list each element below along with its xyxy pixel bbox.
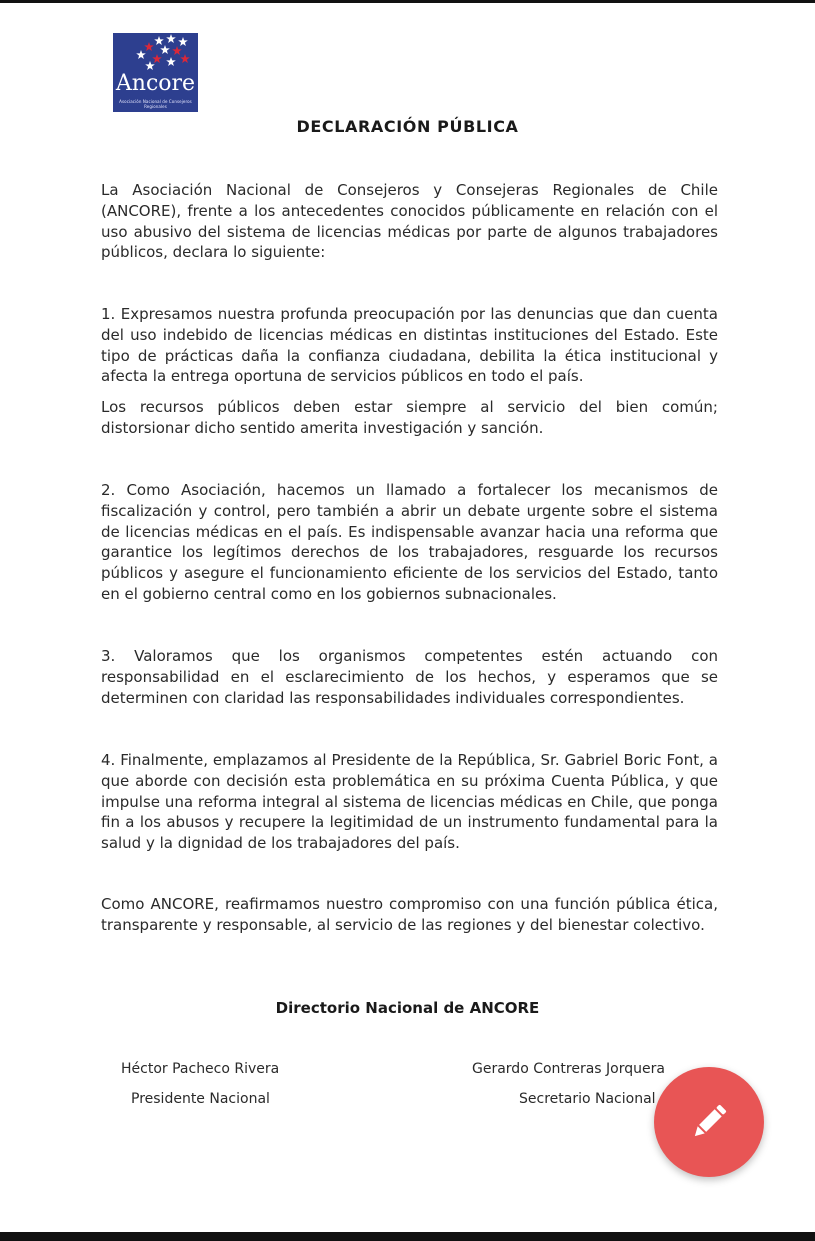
signatory-1-name: Héctor Pacheco Rivera [121, 1061, 280, 1077]
edit-fab-button[interactable] [654, 1067, 764, 1177]
logo-subtitle: Asociación Nacional de Consejeros Regionales [119, 99, 192, 109]
pencil-icon [685, 1098, 733, 1146]
signatory-2-name: Gerardo Contreras Jorquera [472, 1061, 665, 1077]
bottom-edge-bar [0, 1232, 815, 1241]
document-title: DECLARACIÓN PÚBLICA [296, 117, 519, 136]
point-1-continuation: Los recursos públicos deben estar siempre al servicio del bien común; distorsionar dicho sentido amerita investigación y sanción. [101, 398, 718, 437]
signatory-2-role: Secretario Nacional [519, 1091, 656, 1107]
logo-wordmark: Ancore [115, 71, 196, 96]
point-2-paragraph: 2. Como Asociación, hacemos un llamado a fortalecer los mecanismos de fiscalización y control, pero también a abrir un debate urgente sobre el sistema de licencias médicas en el país. Es indispensable avanzar hacia una reforma que garantice los legítimos derechos de los trabajadores, resguarde los recursos públicos y asegure el funcionamiento eficiente de los servicios del Estado, tanto en el gobierno central como en los gobiernos subnacionales. [101, 481, 718, 603]
closing-paragraph: Como ANCORE, reafirmamos nuestro compromiso con una función pública ética, transparente y responsable, al servicio de las regiones y del bienestar colectivo. [101, 895, 718, 934]
signatory-1-role: Presidente Nacional [131, 1091, 270, 1107]
point-3-paragraph: 3. Valoramos que los organismos competentes estén actuando con responsabilidad en el esclarecimiento de los hechos, y esperamos que se determinen con claridad las responsabilidades individuales correspondientes. [101, 647, 718, 707]
intro-paragraph: La Asociación Nacional de Consejeros y Consejeras Regionales de Chile (ANCORE), frente a los antecedentes conocidos públicamente en relación con el uso abusivo del sistema de licencias médicas por parte de algunos trabajadores públicos, declara lo siguiente: [101, 181, 718, 262]
directorio-heading: Directorio Nacional de ANCORE [275, 999, 540, 1017]
point-1-paragraph: 1. Expresamos nuestra profunda preocupación por las denuncias que dan cuenta del uso indebido de licencias médicas en distintas instituciones del Estado. Este tipo de prácticas daña la confianza ciudadana, debilita la ética institucional y afecta la entrega oportuna de servicios públicos en todo el país. [101, 305, 718, 386]
top-edge-bar [0, 0, 815, 3]
point-4-paragraph: 4. Finalmente, emplazamos al Presidente de la República, Sr. Gabriel Boric Font, a que aborde con decisión esta problemática en su próxima Cuenta Pública, y que impulse una reforma integral al sistema de licencias médicas en Chile, que ponga fin a los abusos y recupere la legitimidad de un instrumento fundamental para la salud y la dignidad de los trabajadores del país. [101, 751, 718, 853]
ancore-logo [113, 33, 198, 112]
